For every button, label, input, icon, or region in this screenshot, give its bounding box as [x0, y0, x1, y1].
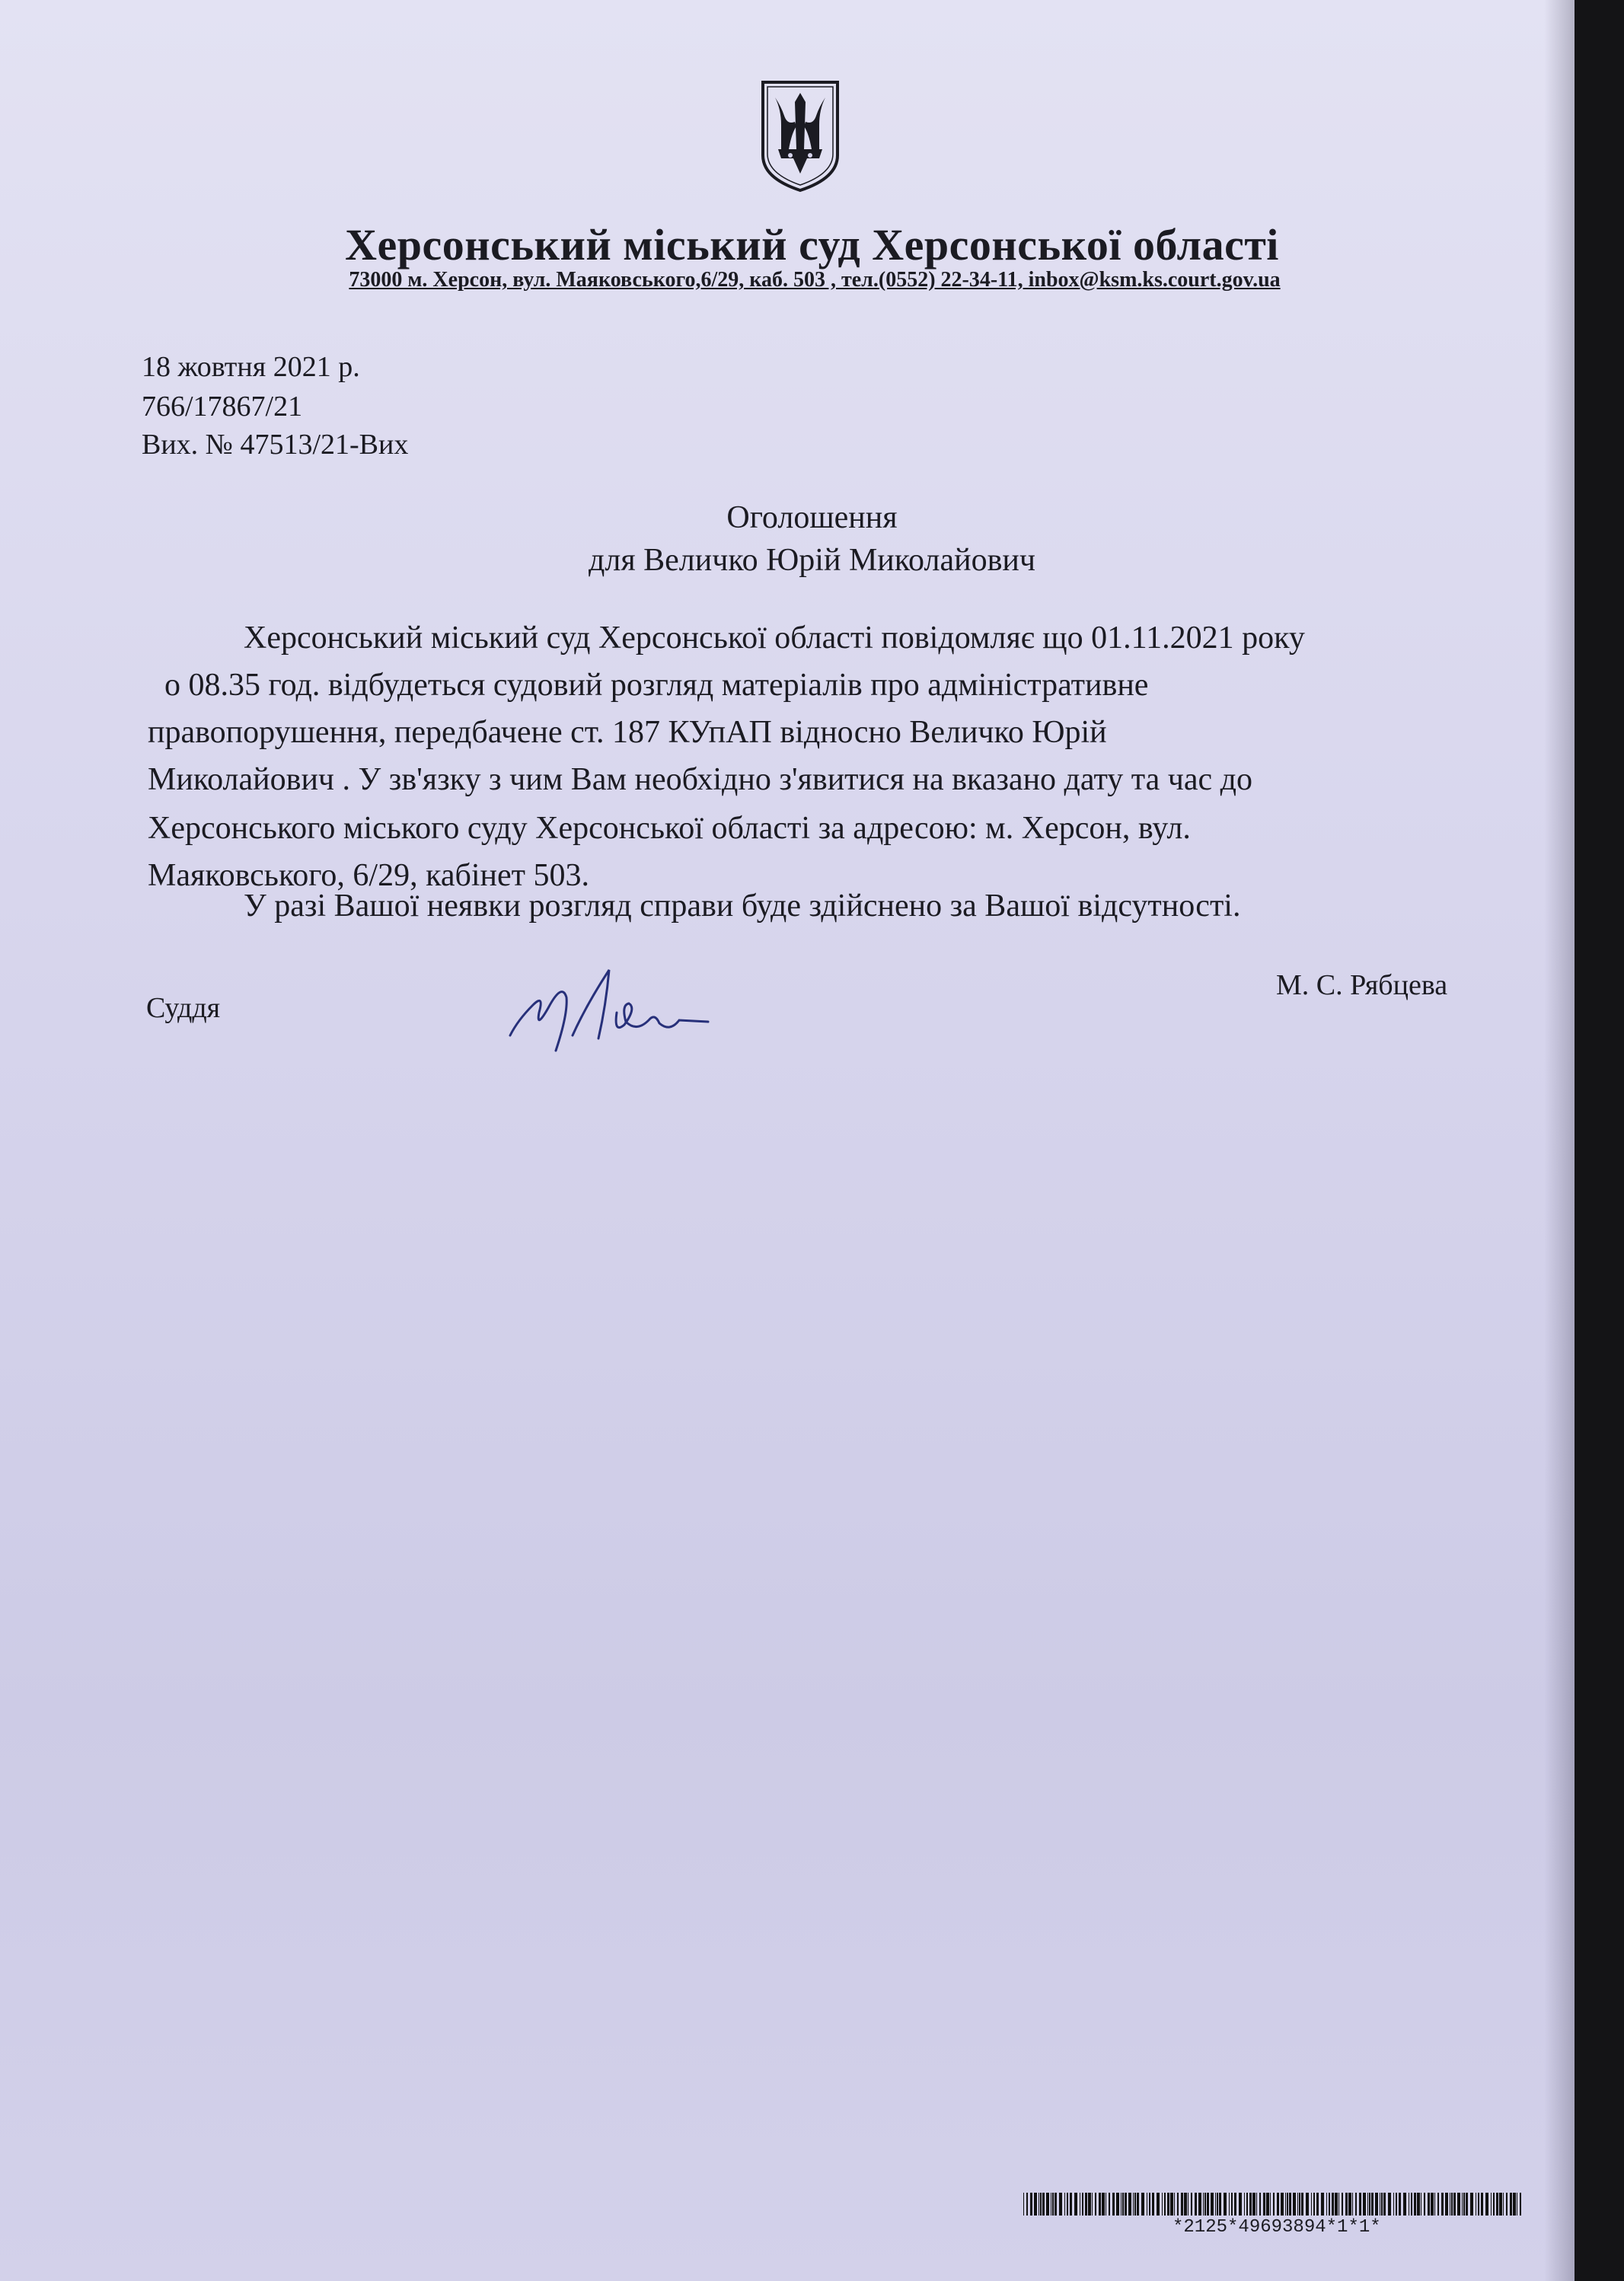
barcode-bar — [1034, 2193, 1037, 2216]
barcode-bar — [1503, 2193, 1504, 2216]
barcode-bar — [1424, 2193, 1425, 2216]
body-line: о 08.35 год. відбудеться судовий розгляд матеріалів про адміністративне — [164, 668, 1149, 703]
barcode-bar — [1231, 2193, 1233, 2216]
barcode-bar — [1466, 2193, 1468, 2216]
barcode-bar — [1099, 2193, 1101, 2216]
barcode-bar — [1133, 2193, 1134, 2216]
barcode-bar — [1109, 2193, 1110, 2216]
barcode-bar — [1301, 2193, 1303, 2216]
body-line: правопорушення, передбачене ст. 187 КУпАП відносно Величко Юрій — [148, 715, 1107, 750]
barcode-bar — [1478, 2193, 1479, 2216]
barcode-bar — [1219, 2193, 1221, 2216]
barcode-bar — [1463, 2193, 1465, 2216]
barcode-bar — [1281, 2193, 1284, 2216]
barcode-bar — [1403, 2193, 1406, 2216]
barcode-bar — [1064, 2193, 1065, 2216]
barcode-bar — [1329, 2193, 1330, 2216]
barcode-bar — [1414, 2193, 1416, 2216]
barcode-bar — [1342, 2193, 1343, 2216]
barcode-bar — [1313, 2193, 1315, 2216]
body-line: Херсонського міського суду Херсонської області за адресою: м. Херсон, вул. — [148, 811, 1191, 846]
barcode-bar — [1141, 2193, 1144, 2216]
barcode-bar — [1249, 2193, 1252, 2216]
body-line: У разі Вашої неявки розгляд справи буде здійснено за Вашої відсутності. — [244, 888, 1241, 924]
case-number: 766/17867/21 — [142, 391, 303, 423]
barcode-bar — [1289, 2193, 1291, 2216]
barcode-bar — [1211, 2193, 1214, 2216]
barcode-bar — [1326, 2193, 1327, 2216]
barcode-bar — [1345, 2193, 1348, 2216]
barcode-bar — [1499, 2193, 1502, 2216]
body-line: Маяковського, 6/29, кабінет 503. — [148, 858, 590, 893]
barcode-bar — [1520, 2193, 1521, 2216]
barcode-bar — [1128, 2193, 1131, 2216]
barcode-bar — [1311, 2193, 1312, 2216]
barcode-bar — [1122, 2193, 1124, 2216]
barcode-bar — [1102, 2193, 1105, 2216]
barcode-bar — [1082, 2193, 1083, 2216]
outgoing-number: Вих. № 47513/21-Вих — [142, 429, 409, 461]
barcode-bar — [1204, 2193, 1206, 2216]
barcode-bar — [1134, 2193, 1136, 2216]
barcode-bar — [1088, 2193, 1091, 2216]
barcode-bar — [1266, 2193, 1269, 2216]
barcode-bar — [1207, 2193, 1209, 2216]
barcode-bar — [1263, 2193, 1265, 2216]
barcode-bar — [1491, 2193, 1492, 2216]
barcode-bar — [1252, 2193, 1255, 2216]
barcode-bar — [1217, 2193, 1218, 2216]
barcode-bar — [1293, 2193, 1296, 2216]
page-edge-shadow — [1544, 0, 1575, 2281]
barcode-bar — [1164, 2193, 1166, 2216]
barcode-bar — [1157, 2193, 1160, 2216]
barcode-bar — [1259, 2193, 1261, 2216]
barcode-bar — [1059, 2193, 1062, 2216]
barcode-bar — [1042, 2193, 1045, 2216]
barcode-bar — [1246, 2193, 1248, 2216]
barcode-bar — [1195, 2193, 1197, 2216]
barcode-bar — [1162, 2193, 1163, 2216]
barcode-bar — [1388, 2193, 1391, 2216]
barcode-bar — [1177, 2193, 1179, 2216]
barcode-bar — [1256, 2193, 1257, 2216]
barcode-bar — [1441, 2193, 1444, 2216]
barcode-bar — [1285, 2193, 1286, 2216]
barcode-bar — [1306, 2193, 1309, 2216]
barcode-bar — [1244, 2193, 1245, 2216]
barcode-bar — [1170, 2193, 1173, 2216]
barcode-bar — [1067, 2193, 1068, 2216]
barcode-bar — [1462, 2193, 1463, 2216]
barcode-bar — [1369, 2193, 1370, 2216]
barcode-bar — [1434, 2193, 1435, 2216]
barcode-bar — [1335, 2193, 1338, 2216]
barcode-bar — [1299, 2193, 1300, 2216]
barcode-bar — [1493, 2193, 1495, 2216]
barcode-bar — [1396, 2193, 1397, 2216]
barcode-bar — [1198, 2193, 1201, 2216]
barcode-bar — [1375, 2193, 1378, 2216]
barcode-bar — [1363, 2193, 1366, 2216]
barcode-bar — [1445, 2193, 1448, 2216]
barcode-bar — [1457, 2193, 1460, 2216]
barcode-bar — [1149, 2193, 1150, 2216]
barcode-bar — [1481, 2193, 1483, 2216]
barcode-bar — [1287, 2193, 1288, 2216]
barcode-bar — [1355, 2193, 1357, 2216]
barcode-bar — [1338, 2193, 1339, 2216]
barcode-bar — [1152, 2193, 1154, 2216]
barcode-bar — [1437, 2193, 1439, 2216]
barcode-bar — [1381, 2193, 1383, 2216]
body-line: Миколайович . У зв'язку з чим Вам необхідно з'явитися на вказано дату та час до — [148, 762, 1253, 797]
handwritten-signature — [503, 959, 723, 1058]
barcode-bar — [1181, 2193, 1183, 2216]
notice-title: Оголошення — [726, 500, 898, 535]
barcode-bar — [1431, 2193, 1434, 2216]
barcode-bar — [1453, 2193, 1456, 2216]
barcode-bar — [1273, 2193, 1275, 2216]
barcode-bar — [1184, 2193, 1187, 2216]
barcode-bar — [1277, 2193, 1279, 2216]
barcode-bar — [1451, 2193, 1453, 2216]
signature-role: Суддя — [146, 992, 221, 1024]
coat-of-arms-icon — [758, 79, 842, 193]
barcode-bar — [1332, 2193, 1334, 2216]
barcode-bar — [1371, 2193, 1374, 2216]
barcode-bar — [1393, 2193, 1394, 2216]
barcode-bar — [1383, 2193, 1386, 2216]
barcode-bar — [1215, 2193, 1216, 2216]
barcode-bar — [1167, 2193, 1169, 2216]
barcode-bar — [1506, 2193, 1508, 2216]
barcode-bar — [1203, 2193, 1204, 2216]
barcode-bar — [1510, 2193, 1512, 2216]
barcode-bar — [1040, 2193, 1042, 2216]
barcode-bar — [1070, 2193, 1072, 2216]
barcode-bar — [1224, 2193, 1227, 2216]
barcode-bar — [1513, 2193, 1516, 2216]
document-date: 18 жовтня 2021 р. — [142, 351, 360, 383]
notice-recipient: для Величко Юрій Миколайович — [589, 543, 1035, 578]
barcode — [1023, 2193, 1526, 2216]
judge-name: М. С. Рябцева — [1276, 969, 1448, 1001]
barcode-bar — [1234, 2193, 1236, 2216]
barcode-bar — [1095, 2193, 1096, 2216]
body-line: Херсонський міський суд Херсонської області повідомляє що 01.11.2021 року — [244, 620, 1305, 656]
barcode-bar — [1125, 2193, 1127, 2216]
barcode-bar — [1297, 2193, 1298, 2216]
barcode-bar — [1411, 2193, 1412, 2216]
barcode-bar — [1239, 2193, 1242, 2216]
barcode-bar — [1485, 2193, 1488, 2216]
barcode-bar — [1270, 2193, 1271, 2216]
barcode-bar — [1352, 2193, 1353, 2216]
barcode-bar — [1470, 2193, 1473, 2216]
barcode-bar — [1417, 2193, 1420, 2216]
barcode-bar — [1174, 2193, 1175, 2216]
barcode-bar — [1137, 2193, 1139, 2216]
barcode-bar — [1348, 2193, 1351, 2216]
barcode-bar — [1112, 2193, 1115, 2216]
barcode-bar — [1026, 2193, 1028, 2216]
barcode-bar — [1052, 2193, 1054, 2216]
barcode-bar — [1054, 2193, 1057, 2216]
barcode-bar — [1191, 2193, 1192, 2216]
court-address: 73000 м. Херсон, вул. Маяковського,6/29, каб. 503 , тел.(0552) 22-34-11, inbox@ksm.ks.court.gov.ua — [349, 268, 1281, 292]
barcode-number: *2125*49693894*1*1* — [1173, 2217, 1381, 2238]
barcode-bar — [1496, 2193, 1498, 2216]
barcode-bar — [1116, 2193, 1119, 2216]
barcode-bar — [1316, 2193, 1319, 2216]
barcode-bar — [1399, 2193, 1401, 2216]
barcode-bar — [1367, 2193, 1368, 2216]
barcode-bar — [1359, 2193, 1361, 2216]
court-name-heading: Херсонський міський суд Херсонської області — [345, 220, 1279, 270]
barcode-bar — [1023, 2193, 1024, 2216]
barcode-bar — [1046, 2193, 1049, 2216]
barcode-bar — [1428, 2193, 1430, 2216]
barcode-bar — [1229, 2193, 1230, 2216]
barcode-bar — [1030, 2193, 1032, 2216]
barcode-bar — [1092, 2193, 1093, 2216]
barcode-bar — [1074, 2193, 1077, 2216]
barcode-bar — [1321, 2193, 1324, 2216]
barcode-bar — [1085, 2193, 1087, 2216]
